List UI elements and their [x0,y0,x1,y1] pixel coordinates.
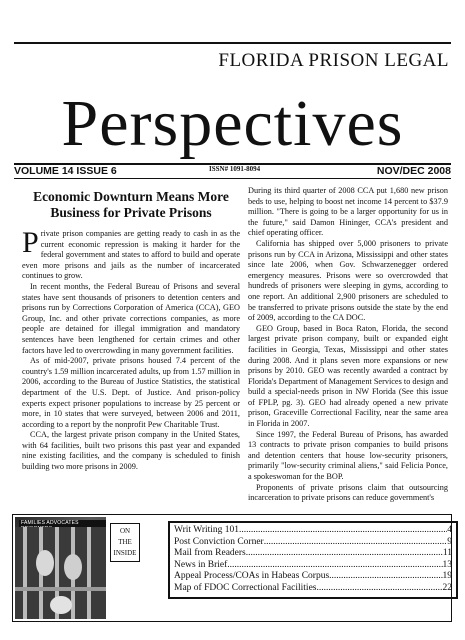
toc-title: Map of FDOC Correctional Facilities [174,582,317,593]
table-of-contents [168,521,458,599]
inside-this-issue-box [12,514,452,622]
article-paragraph: During its third quarter of 2008 CCA put 1,680 new prison beds to use, helping to boost net income 14 percent to $37.9 million. "There is going to be a larger opportunity for us in the future," said Damon Hininger, CCA's president and chief operating officer. [248,186,448,238]
volume-issue: VOLUME 14 ISSUE 6 [14,165,117,177]
top-rule [14,42,451,44]
info-bar-rule [14,178,451,179]
article-left-column [22,186,240,473]
toc-title: Writ Writing 101 [174,525,240,535]
toc-title: Post Conviction Corner [174,536,264,547]
toc-entry [174,548,452,560]
toc-page: 11 [442,548,452,559]
article-paragraph: California has shipped over 5,000 prisoners to private prisons run by CCA in Arizona, Mississippi and other states since late 2006, when Gov. Schwarzenegger ordered emergency measures. Prisons were so overcrowded that hundreds of prisoners were sleeping in gyms, according to one report. An additional 2,900 prisoners are scheduled to be transferred to private prisons outside the state by the end of 2009, according to the CA DOC. [248,238,448,323]
photo-caption: FAMILIES ADVOCATES [19,520,106,532]
on-the-inside-label [110,523,140,562]
article-paragraph: As of mid-2007, private prisons housed 7.4 percent of the country's 1.59 million incarcerated adults, up from 1.57 million in 2006, according to the Bureau of Justice Statistics, the statistical department of the U.S. Dept. of Justice. And prison-policy experts expect prisoner populations to increase by 25 percent or more, in 10 states that were surveyed, between 2006 and 2011, according to a report by the nonprofit Pew Charitable Trust. [22,356,240,429]
article-paragraph: Proponents of private prisons claim that outsourcing incarceration to private prisons can reduce government's [248,482,448,503]
article-paragraph: Since 1997, the Federal Bureau of Prisons, has awarded 13 contracts to private prison companies to build prisons and detention centers that house low-security prisoners, primarily "low-security criminal aliens," said Felicia Ponce, a spokeswoman for the BOP. [248,429,448,482]
article-right-column [248,186,448,504]
toc-page: 9 [447,536,452,547]
toc-leader [329,571,442,583]
toc-entry [174,525,452,537]
toc-entry [174,560,452,572]
toc-page: 22 [442,582,452,593]
drop-cap: P [22,226,39,259]
label-line: THE [118,538,132,546]
lead-text: rivate prison companies are getting ready to cash in as the current economic repression is making it harder for the federal government and states to afford to build and operate even more prisons and jails as the number of incarcerated continues to grow. [22,229,240,281]
newsletter-title: Perspectives [61,87,404,160]
toc-leader [227,560,442,572]
label-line: ON [119,527,131,535]
toc-page: 4 [447,525,452,535]
label-line: INSIDE [113,549,137,557]
toc-entry [174,583,452,595]
article-paragraph: GEO Group, based in Boca Raton, Florida, the second largest private prison company, built or expanded eight facilities in Georgia, Texas, Mississippi and other states during 2008. And it plans seven more expansions or new prisons by 2010. GEO was recently awarded a contract by Florida's Department of Management Services to design and build a special-needs prison in NW Florida (See this issue of FPLP, pg. 3). GEO had already opened a new private prison, Graceville Correctional Facility, near the same area in Florida in 2007. [248,323,448,429]
hands-on-bars-image [15,527,106,619]
issue-info-bar [14,164,451,178]
prison-bars-photo [15,517,106,619]
toc-leader [316,583,442,595]
toc-title: Mail from Readers [174,548,246,559]
series-title: FLORIDA PRISON LEGAL [218,50,449,71]
toc-entry [174,537,452,549]
issue-date: NOV/DEC 2008 [376,165,451,177]
toc-leader [239,525,447,537]
toc-title: Appeal Process/COAs in Habeas Corpus [174,571,330,582]
issn: ISSN# 1091-8094 [209,165,261,173]
toc-entry [174,571,452,583]
toc-leader [246,548,443,560]
toc-leader [264,537,448,549]
article-lead-paragraph [22,226,240,282]
article-paragraph: In recent months, the Federal Bureau of Prisons and several states have sent thousands of prisoners to detention centers and prisons run by Corrections Corporation of America (CCA), GEO Group, Inc. and other private corrections companies, as more people are detained for illegal immigration and mandatory sentences have been lengthened for certain crimes and other factors have led to overcrowding in many government facilities. [22,281,240,355]
toc-title: News in Brief [174,559,228,570]
toc-page: 13 [442,559,452,570]
article-paragraph: CCA, the largest private prison company in the United States, with 64 facilities, built two prisons this past year and expanded nine existing facilities, and the company is scheduled to finish building two more prisons in 2009. [22,430,240,472]
toc-page: 19 [442,571,452,582]
article-headline: Economic Downturn Means More Business for Private Prisons [33,189,229,220]
